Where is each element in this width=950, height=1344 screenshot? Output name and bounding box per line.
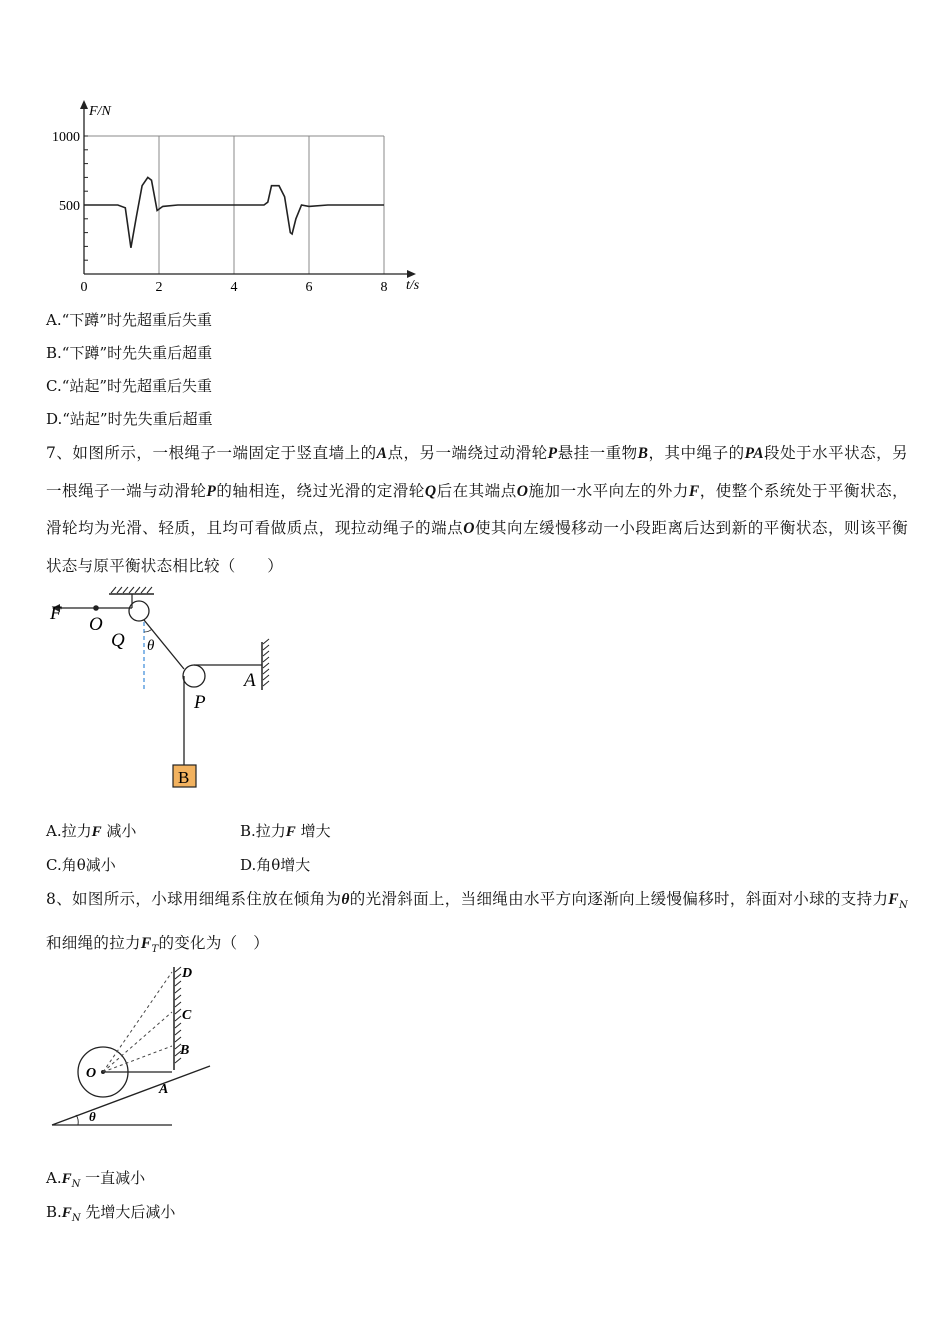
x-tick-label: 4 [230, 280, 238, 295]
label-o: O [86, 1066, 97, 1081]
label-b: B [178, 768, 190, 787]
label-a: A [244, 670, 256, 691]
q7-option-d[interactable]: D.角θ增大 [240, 856, 311, 874]
q7-option-a[interactable]: A.拉力F 减小 [46, 822, 137, 840]
x-axis-arrow [407, 270, 416, 278]
label-a: A [159, 1082, 169, 1097]
y-tick-label: 500 [59, 199, 80, 214]
q6-option-c[interactable]: C.“站起”时先超重后失重 [46, 377, 213, 395]
label-theta: θ [147, 638, 155, 654]
q8-incline-figure [44, 962, 224, 1132]
x-tick-label: 0 [80, 280, 88, 295]
label-f: F [50, 603, 62, 624]
q7-option-c[interactable]: C.角θ减小 [46, 856, 116, 874]
label-d: D [182, 966, 193, 981]
q6-option-a[interactable]: A.“下蹲”时先超重后失重 [46, 311, 212, 329]
y-axis-arrow [80, 100, 88, 109]
x-axis-label: t/s [406, 278, 420, 293]
label-o: O [89, 614, 103, 635]
chart-axes [80, 100, 416, 278]
y-axis-label: F/N [89, 104, 111, 119]
label-q: Q [111, 630, 125, 651]
q8-option-b[interactable]: $B.F_N$ 先增大后减小 [46, 1203, 176, 1224]
x-tick-label: 6 [305, 280, 313, 295]
label-c: C [182, 1008, 192, 1023]
x-tick-label: 2 [155, 280, 163, 295]
label-p: P [194, 692, 206, 713]
q6-option-d[interactable]: D.“站起”时先失重后超重 [46, 410, 213, 428]
label-b: B [180, 1043, 190, 1058]
chart-tick-labels [52, 130, 388, 295]
force-time-chart [40, 96, 440, 296]
q7-stem: 7、如图所示，一根绳子一端固定于竖直墙上的A点，另一端绕过动滑轮P悬挂一重物B，其中绳子的PA段处于水平状态，另一根绳子一端与动滑轮P的轴相连，绕过光滑的定滑轮Q后在其端点O施加一水平向左的外力F，使整个系统处于平衡状态，滑轮均为光滑、轻质，且均可看做质点，现拉动绳子的端点O使其向左缓慢移动一小段距离后达到新的平衡状态，则该平衡状态与原平衡状态相比较（ ） [46, 444, 908, 575]
q8-option-a[interactable]: $A.F_N$ 一直减小 [46, 1169, 146, 1190]
y-tick-label: 1000 [52, 130, 80, 145]
q7-option-b[interactable]: B.拉力F 增大 [240, 822, 331, 840]
label-theta: θ [89, 1109, 96, 1124]
q6-option-b[interactable]: B.“下蹲”时先失重后超重 [46, 344, 213, 362]
q8-stem: 8、如图所示，小球用细绳系住放在倾角为θ的光滑斜面上，当细绳由水平方向逐渐向上缓慢偏移时，斜面对小球的支持力$F_N$和细绳的拉力$F_T$的变化为（ ） [46, 890, 908, 955]
q7-pulley-figure [44, 586, 284, 796]
x-tick-label: 8 [380, 280, 388, 295]
